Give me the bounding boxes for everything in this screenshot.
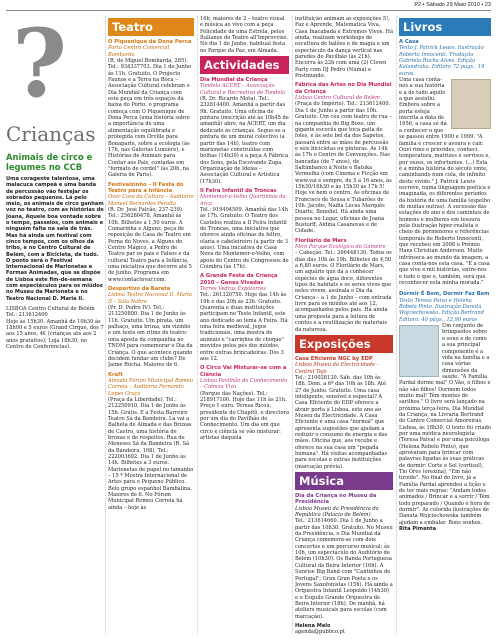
item-body: (Praça da Liberdade). Tel.: 212250910. Dia 1 de Junho às 15h. Grátis. E a Festa Barreiro Teatro Sá da Bandeira. Lá vai a Balheta de Almada e das Bruxas de Castro, uma história de bruxas e de respeitos. Rua de Meneses Sá da Bandeira (R. Sá da Bandeira, 108). Tel.: 222003692. Dia 1 de Junho às 14h. Bilhetes a 3 euros. Marionetas de papel no tamanho – 15 * Mostra Internacional de Artes para o Pequeno Público. Belo grupo espanhol Bambalina. Maiores de 6. No Fórum Municipal Romeu Correia há ainda – hoje às — [108, 396, 194, 511]
item-title: A Casa — [399, 39, 419, 45]
item-title: Dia da Criança no Museu da Presidência — [295, 493, 377, 506]
item-body: Tel.: 261320750. Hoje das 14h às 19h e das 20h às 23h. Gratuito. Quarenta e duas instituições participam no Teste Infantil, este ano dedicado ao tema A Feira. Há uma feira medieval, jogos tradicionais, uma mostra de animais e "carrinhos de choque" movidos pelos pés dos miúdos, entre outras brincadeiras. Dos 3 aos 12. — [200, 292, 288, 362]
item-title: Fábrica das Artes no Dia Mundial da Criança — [295, 82, 392, 95]
item-title: Dia Mundial da Criança — [200, 77, 268, 84]
book-cover-image — [399, 325, 439, 377]
item-meta: Texto Teresa Paiva e Helena Bobela Pinto. Ilustração Danuta Wojciechowska. Edição Bertrand Editora. 40 págs., 12,90 euros — [399, 297, 485, 323]
venue-hours: Hoje às 15h30. Amanhã de 10h30 às 18h00 e 5 euros (Grand Cirque, dos 7 aos 15 anos, 4€ (crianças até aos 2 anos gratuitos); Loja 18h30; no Centro de Conferências). — [6, 318, 104, 350]
author-signature: Helena Melo — [295, 622, 331, 629]
item-body: (R. Dr. Ricardo Mota). Tel.: 232814400. Amanhã a partir das 9h. Gratuito. Uma oficina de pintura (inscrição até às 10h45 de amanhã) abre, na ACERT, um dia dedicado às crianças. Segue-se a pintura de um mural colectivo (a partir das 14h), teatro com marionetas construídas com bolhas (14h30) e a peça A Fábrica dos Sons, pela Escovando Zupa. Organização de Ideias – Associação Cultural e Artística (17h30). — [200, 96, 289, 185]
item-meta: Porto Centro Comercial Bombarda — [108, 45, 170, 58]
continued-text: instituição animam as exposições 5!, Faz e Aprende, Matemática Viva, Casa Inacabada e Extremos Vivos. Há ainda, realizam workshops de escultura de balões e de magia e um espectáculo da dança vertical nas paredes do Pavilhão (às 21h). Encerra às 22h com uma (2) Clown Party com DJ Pedro (Numa) e Postmundo. — [295, 16, 393, 80]
column-divider — [197, 16, 198, 634]
section-header-actividades: Actividades — [200, 56, 289, 74]
author-email: agenda@publico.pt — [295, 629, 345, 636]
page-header — [0, 0, 497, 12]
venue-tel: Tel.: 213612400 — [6, 312, 48, 319]
author-signature: Rita Pimenta — [399, 526, 437, 533]
column-actividades — [200, 16, 289, 636]
item-meta: Almada Fórum Municipal Romeu Correia – Auditório Fernando Lopes Graça — [108, 377, 194, 397]
section-title-criancas: Crianças — [6, 122, 96, 146]
item-title: Festivalzinho – II Festa do Teatro para a Infância — [108, 181, 184, 194]
column-crianças — [6, 16, 104, 636]
section-header-teatro: Teatro — [108, 18, 194, 36]
column-divider — [396, 16, 397, 634]
item-meta: Texto J. Patrick Lewis. Ilustração Roberto Innocenti. Tradução Gabriela Rocha Alves. Edição Kalandraka. Editora 72 págs., 19 euros. — [399, 45, 485, 77]
item-body: Tel.: 210028130. Sáb. das 10h às 18h. Dom. a 6ª das 10h às 18h. Até 27 de Junho. Gratuito. Uma casa inteligente, sensível e especial? A Casa Eficiente do EDP oferece a atrair porta à Lisboa, este ano ao Museu da Electricidade. A Casa Eficiente é uma casa "normal" que apresenta sugestões que ajudam a reduzir o consumo de energia e das mãos. Oficina que, aos recebe e oferece na sua casa um "pegada humana". Há visitas acompanhadas para escolas e outras instituições (marcação prévia). — [295, 374, 388, 470]
item-body: Uma casa conta-nos a sua história e a de tudo aquilo a que assistiu. Embora sobre a porta esteja inscrita a data de 1656, a casa só dá a conhecer o que se passou entre 1900 e 1999. "A família e crescer e avoura e cair. Ouvi rimo e priorides, conheci temperatura, matrizes e sorrisos e, por vezes, os infortunios. (...) Esta é a minha história do século vinte, caminhando num cola, de infinito deste vivido." J. Patrick Lewis escreve, numa linguagem poética e imaginada, os diferentes períodos da história de uma família (espelho de muitas outras). A sucessão das estações do ano e dos caminhos de homens e mulheres em tesoura pela ilustração hiper-realista e cheio de pormenores e referências temporais de Roberto Innocenti, que recebeu em 2008 o Prémio Hans Christian Andersen. Muito intrínseca ao mundo da imagem, a casa conta-nos esta casa. "E a casa que vive e mil histórias, entre-nos e tudo o que e, também, será que reconhecer esta minha morada." — [399, 77, 491, 287]
item-title: Dormir É Bom, Dormir Faz Bem — [399, 291, 490, 298]
item-meta: Torres Vedras Expotorres — [200, 286, 266, 293]
section-header-livros: Livros — [399, 18, 491, 36]
item-title: Florilário de Mars — [295, 237, 347, 244]
item-title: O Circo Vai Misturar-se com a Ciência — [200, 365, 287, 378]
item-title: Kraft — [108, 371, 123, 378]
venue-name: LISBOA Centro Cultural de Belém — [6, 305, 95, 312]
item-title: Desportivo da Barata — [108, 286, 171, 293]
item-meta: Mira Parque Ecológico do Gameiro — [295, 244, 386, 251]
item-body: Um conjunto de brinquedos sobre o sono e de como a sua principal componente é a vida na família e a casa várias dimensões da saúde. "A Família Pardal dorme mal" Ó Vão, o filhos e não são filhos! Dormem todos muito mal! Têm montes de sarilhos." O livro será lançado na próxima terça-feira, Dia Mundial da Criança, na Livraria Bertrand do Centro Comercial Amoreiras, Lisboa, às 18h30. O texto foi criado por uma médica neurologista (Teresa Paiva) e por uma psicóloga (Helena Rebelo Pinto), que aprovaram para brincar com palavras ligadas às suas práticas de dormir: Corte e Sol (cortisol), Tio Ores (orexina), "Em não tiroide". No final do livro, já a Família Pardal aprendeu a lição o de ter mais regras: "Andam todos animados / Brincar e a sorrir / Tém todo preparado / Quando é hora de dormir". As colorida ilustrações de Danuta Wojciechowska também ajudam a embalar. Bons sonhos. — [399, 323, 491, 526]
book-cover-image — [451, 79, 491, 129]
feature-kicker: Animais de circo e legumes no CCB — [6, 152, 93, 172]
item-body: (Parque das Nações). Tel.: 218917100. Hoje das 11h às 21h. Preço 1 euro. Teresa Ricou, presidente do Chapitô, e directora por um dia do Pavilhão do Conhecimento. Um dia em que circo e ciência se vão misturar: artistas daquela — [200, 390, 289, 441]
item-title: O Piquenique de Dona Perca — [108, 39, 192, 45]
item-title: A Grande Festa da Criança 2010 – Genes Vivadas — [200, 273, 278, 286]
item-meta: Lisboa Museu da Electricidade – Central Tejo — [295, 362, 380, 375]
item-body: Tel.: 919494509. Amanhã das 14h às 17h. Gratuito. O Teatro dos Castelos realiza a II Feira Infantil de Troncas, uma iniciativa que oferece ainda oficinas de feltro, olaria e cabeleireiro (a partir de 3 anos). Uma iniciativa de Casa Nova de Montemor-o-Velho, com apoio do Centro de Congressos de Coimbra (às 17h). — [200, 206, 289, 271]
item-body: – Cabeção. Tel.: 266448130. Todos os dias das 10h às 19h. Bilhetes de 4,50 a 6,80 euros. O Florilário de Mars, um aquário que dá a conhecer espécies de água doce, diferentes tipos de habitats e os seres vivos que neles vivem, assinala o Dia da Criança – a 1 de Junho – com entrada livre para os miúdos até aos 12, acompanhados pelos pais. Há ainda uma proposta para a leitura de contos e a reutilização de materiais da natureza. — [295, 250, 392, 333]
section-header-exposicoes: Exposições — [295, 335, 393, 353]
column-divider — [105, 16, 106, 634]
item-body: (R. de Miguel Bombarda, 285). Tel.: 934337703. Dia 1 de Junho às 11h. Gratuito. O Projecto Faunos e a Terra na Boca – Associação Cultural celebram o Dia Mundial da Criança com este peça em três espaços da baixa do Porto: o programa começa com O Piquenique de Dona Perca (uma história sobre a importância de uma alimentação equilibrada e protegida com Orville para Bonaparte, sobre a ecologia (às 17h, nas Galerias Lumière), e Histórias de Animais para Contar aos Pais, contadas em "formato de cordel" (às 20h, na Galeria de Paris). — [108, 58, 192, 179]
item-meta: Tondela ACERT – Associação Cultural e Recreativa de Tondela — [200, 83, 286, 96]
item-meta: Ovar Casa da Cultura – Auditório Manuel Bernardes Peralta — [108, 194, 194, 207]
item-body: (R. Dr. José Falcão, 237-239). Tel.: 256280478. Amanhã às 10h. Bilhetes a 1,50 euros. A Cumarinha e Alguns, peça de reposição de Casa de Teatro em Perna do Noves, a Alguns do Centro Mágico, a Pedro de Teatro par os pais e Falsos e da cultural Teatro para a Infância, uma iniciativa que decorre até 5 de Junho. Programa em www.contactovar.com. — [108, 206, 192, 283]
item-title: Casa Eficiente NGC by EDP — [295, 355, 373, 362]
section-header-musica: Música — [295, 472, 393, 490]
item-body: Tel.: 213614660. Dia 1 de Junho a partir das 10h30. Gratuito. No Museu da Presidência, o Dia Mundial da Criança comemora-se com dois concertos e um percurso musical; às 10h, um espectáculo do Auditório de Belém (10h30). Os Banda Portuguesa Cultural da Beira Interior (16h). A Sunrise Big Band com "Cantinhos de Portugal"; Gran Gran Poeta e os Jovens Saxofonistas (15h). Há ainda a Orquestra Infantil Leopoldo (14h30) e o Esquilo Grande Orquestra de Beira Interior (18h). De manhã, há ateliers musicais para escolas (com marcação). — [295, 518, 393, 620]
column-teatro — [108, 16, 194, 636]
column-livros — [399, 16, 491, 636]
item-body: (Praça do Império). Tel.: 213612400. Dia 1 de Junho a partir das 10h. Gratuito. Um céu com teatro de rua – na companhia do Big Bozo, um gigante escocês que toca gaita de foles, e às sete bel da dos Sapetos, passará entre as mãos de percussão e seis bicicletas ou pinturas. Às 14h às 17h o Centro de Convenções. Nas bancadas (de 7 anos), de Saltimbanco à Noite e Batuka Vermelha (com Cinema e Ficção em www.vai é sempre, de 5 a 16 anos, às 15h30/16h30 e às 15h30 às 17h 5! Hoje ve bem o centro. As oficinas de Francisco de Sousa e Tubarões de 10h. Jacobs, Nadia Lucas Marquês Duarte, Benoliel. Há ainda uma pessoa no Lugar, oficinas de Joana Bustorff, Aldina Casanovas e de Cidade. — [295, 101, 392, 235]
page-header-text: P2 • Sábado 29 Maio 2010 • 23 — [414, 2, 491, 8]
item-body: (Pr. D. Pedro IV). Tel.: 213250800. Dia 1 de Junho às 11h. Gratuito. Um pirata, um palhaço, uma bruxa, um vizinho e um texto em ritmo de teatro: uma aposta da companhia no TNDM para comemorar o Dia da Criança. O que acontece quando decidem fundar um clube? De Jaime Rocha. Maiores de 6. — [108, 305, 193, 369]
item-meta: Lisboa Museu da Presidência da República (Palácio de Belém) — [295, 505, 379, 519]
item-title: II Feira Infantil de Troncas — [200, 187, 277, 194]
item-meta: Lisboa Teatro Nacional D. Maria II – Sala Nobre — [108, 292, 192, 305]
column-divider — [292, 16, 293, 634]
item-meta: Lisboa Pavilhão do Conhecimento – Ciência Viva — [200, 377, 288, 391]
big-question-mark: ? — [12, 16, 68, 119]
feature-lead: Uma coragente talentosa, uma malacuca campeã e uma banda de percussão vão festejar os sobrados pequenos. Lá pelo meio, os animais de circo ganham voz no teatro, com as histórias de Joana, Aquele boa vontade sobre o tempo, passeios, com animais e ninguém falta na sala de trás. Mas há ainda um festival com cinco tempos, com os olhos da tribo, e no Centro Cultural de Belém, com a Bicicleta, de tudo. O ponto será o Festival Internacional de Marionetas e Formas Animadas, que se dispõe de Lisboa este fim-de-semana com espectáculos para os miúdos no Museu da Marioneta e no Teatro Nacional D. Maria II. — [6, 176, 104, 302]
item-meta: Lisboa Centro Cultural de Belém — [295, 95, 380, 102]
column-exposicoes-musica — [295, 16, 393, 636]
item-meta: Montemor-o-Velho Quartinhos da Arca — [200, 194, 286, 207]
header-rule — [6, 10, 491, 11]
continued-text: 16h, maiores de 2 – teatro visual e música ao vivo com a peça Felicidade de uma Estrela, pelos Italianos do Teatro all'Improvviso. No dia 1 de Junho, habitual festa no Parque da Paz, em Almada. — [200, 16, 289, 54]
